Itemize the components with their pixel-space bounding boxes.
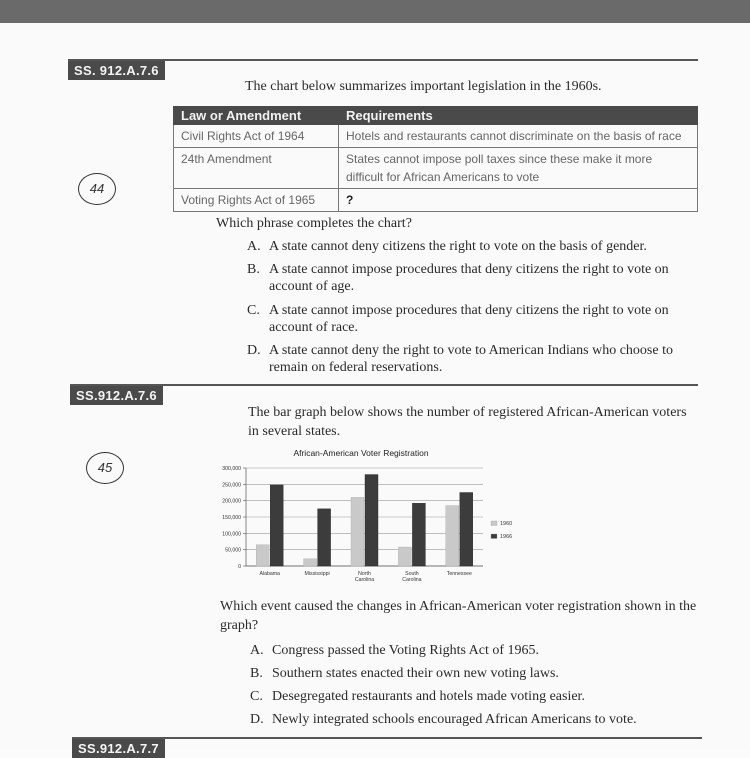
x-tick-label: North (358, 571, 371, 577)
table-cell: ? (339, 189, 698, 212)
bar-1960-north-carolina (351, 497, 364, 566)
q44-option-b[interactable] (247, 261, 702, 295)
q44-question: Which phrase completes the chart? (216, 216, 412, 231)
option-letter: C. (247, 303, 260, 318)
legend-label-1966: 1966 (500, 534, 513, 540)
option-text: A state cannot impose procedures that deny citizens the right to vote on account of age. (269, 262, 669, 294)
x-tick-label: Alabama (259, 571, 280, 577)
option-letter: D. (247, 343, 261, 358)
bar-1960-tennessee (446, 506, 459, 566)
bar-1966-north-carolina (365, 475, 378, 566)
option-letter: B. (247, 262, 260, 277)
option-text: Southern states enacted their own new voting laws. (272, 666, 559, 681)
table-header-row (174, 107, 698, 125)
y-tick-label: 0 (238, 564, 241, 570)
option-letter: D. (250, 712, 264, 727)
x-tick-label: Tennessee (446, 571, 472, 577)
q45-option-a[interactable] (250, 642, 690, 659)
legislation-table (173, 106, 698, 212)
legend-label-1960: 1960 (500, 521, 513, 527)
bar-1966-tennessee (460, 493, 473, 567)
table-header: Law or Amendment (174, 107, 339, 125)
option-text: Newly integrated schools encouraged African Americans to vote. (272, 712, 637, 727)
voter-registration-chart (200, 442, 530, 592)
y-tick-label: 300,000 (222, 466, 241, 472)
bar-1966-mississippi (318, 509, 331, 566)
option-letter: A. (250, 643, 264, 658)
option-text: Congress passed the Voting Rights Act of 1965. (272, 643, 540, 658)
benchmark-code-next: SS.912.A.7.7 (72, 739, 165, 758)
section-rule (70, 384, 698, 386)
table-cell: Hotels and restaurants cannot discriminate on the basis of race (339, 125, 698, 148)
table-row (174, 189, 698, 212)
y-tick-label: 200,000 (222, 498, 241, 505)
q45-option-c[interactable] (250, 688, 690, 705)
section-rule (72, 737, 702, 739)
option-text: A state cannot deny citizens the right to vote on the basis of gender. (269, 239, 647, 254)
chart-title: African-American Voter Registration (293, 448, 429, 458)
x-tick-label: South (405, 571, 419, 577)
bar-1960-south-carolina (398, 547, 411, 566)
q45-question: Which event caused the changes in African-American voter registration shown in the graph? (220, 599, 697, 633)
y-tick-label: 150,000 (222, 515, 241, 521)
y-tick-label: 250,000 (222, 482, 241, 489)
top-bar (0, 0, 750, 23)
bar-1966-alabama (270, 485, 283, 566)
table-row (174, 125, 698, 148)
q45-intro: The bar graph below shows the number of registered African-American voters in several states. (248, 405, 687, 439)
option-text: A state cannot impose procedures that deny citizens the right to vote on account of race. (269, 303, 669, 335)
q44-intro: The chart below summarizes important legislation in the 1960s. (245, 79, 602, 94)
x-tick-label: Mississippi (304, 571, 330, 577)
option-letter: B. (250, 666, 263, 681)
y-tick-label: 50,000 (225, 547, 241, 554)
benchmark-code-44: SS. 912.A.7.6 (68, 61, 165, 80)
table-header: Requirements (339, 107, 698, 125)
x-tick-label: Carolina (402, 577, 422, 583)
q45-option-d[interactable] (250, 711, 690, 728)
option-text: A state cannot deny the right to vote to American Indians who choose to remain on federal reservations. (269, 343, 673, 375)
bar-1960-alabama (256, 545, 269, 566)
q45-option-b[interactable] (250, 665, 690, 682)
table-cell: 24th Amendment (174, 148, 339, 189)
benchmark-code-45: SS.912.A.7.6 (70, 386, 163, 405)
q44-option-d[interactable] (247, 342, 707, 376)
legend-swatch-1966 (491, 534, 497, 539)
table-cell: Voting Rights Act of 1965 (174, 189, 339, 212)
x-tick-label: Carolina (354, 577, 375, 583)
q44-option-a[interactable] (247, 238, 702, 255)
question-number-44: 44 (78, 173, 116, 205)
table-cell: Civil Rights Act of 1964 (174, 125, 339, 148)
table-cell: States cannot impose poll taxes since these make it more difficult for African Americans to vote (339, 148, 698, 189)
legend-swatch-1960 (491, 521, 497, 526)
bar-1966-south-carolina (412, 503, 425, 566)
q44-option-c[interactable] (247, 302, 702, 336)
y-tick-label: 100,000 (222, 531, 241, 538)
question-number-45: 45 (86, 452, 124, 484)
bar-1960-mississippi (304, 559, 317, 566)
option-letter: C. (250, 689, 263, 704)
table-row (174, 148, 698, 189)
option-letter: A. (247, 239, 261, 254)
option-text: Desegregated restaurants and hotels made voting easier. (272, 689, 585, 704)
